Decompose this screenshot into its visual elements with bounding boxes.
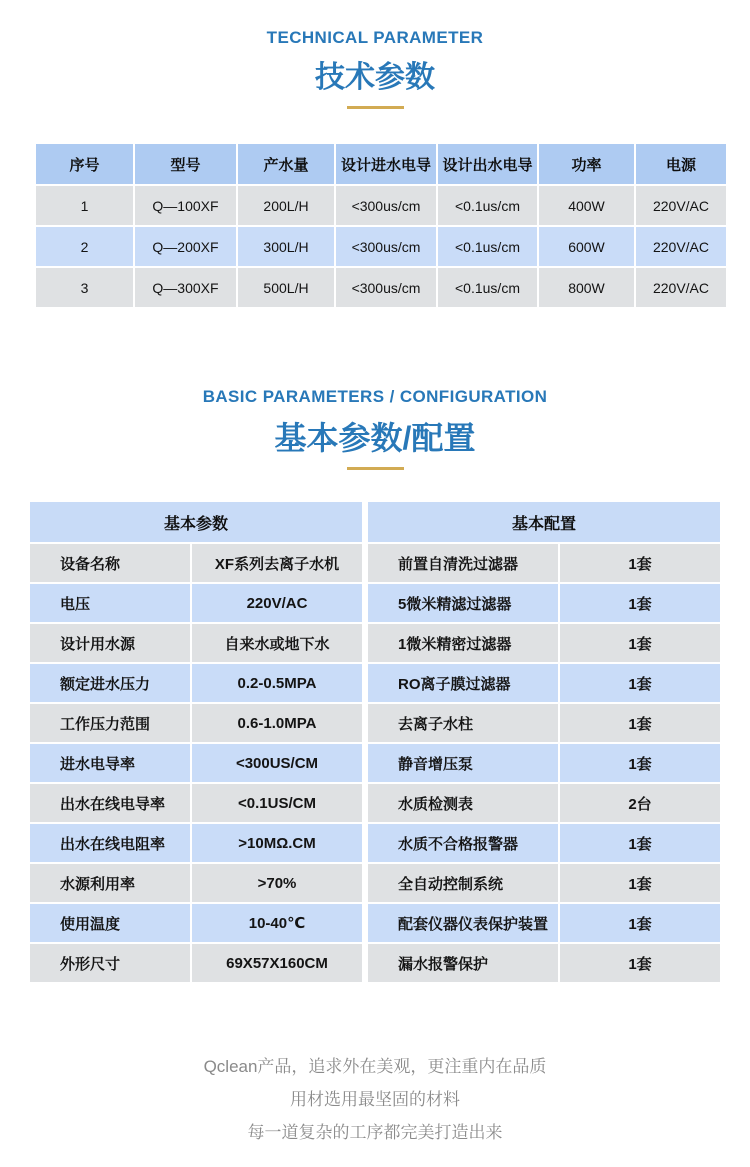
footer-slogan bbox=[0, 1050, 750, 1149]
table-cell: Q—300XF bbox=[135, 268, 236, 307]
param-value: 10-40℃ bbox=[192, 904, 362, 942]
column-header: 设计出水电导 bbox=[438, 144, 537, 184]
basic-title-zh: 基本参数/配置 bbox=[274, 420, 476, 456]
config-qty: 1套 bbox=[560, 624, 720, 662]
config-item: 去离子水柱 bbox=[368, 704, 558, 742]
config-item: 5微米精滤过滤器 bbox=[368, 584, 558, 622]
table-cell: 800W bbox=[539, 268, 634, 307]
column-header: 产水量 bbox=[238, 144, 334, 184]
gold-divider bbox=[347, 467, 404, 470]
config-qty: 1套 bbox=[560, 664, 720, 702]
config-item: 配套仪器仪表保护装置 bbox=[368, 904, 558, 942]
config-qty: 2台 bbox=[560, 784, 720, 822]
table-cell: 500L/H bbox=[238, 268, 334, 307]
param-value: 0.6-1.0MPA bbox=[192, 704, 362, 742]
param-label: 额定进水压力 bbox=[30, 664, 190, 702]
param-value: >10MΩ.CM bbox=[192, 824, 362, 862]
config-item: 漏水报警保护 bbox=[368, 944, 558, 982]
basic-section-header bbox=[0, 387, 750, 470]
basic-configuration-table bbox=[368, 502, 720, 982]
param-label: 工作压力范围 bbox=[30, 704, 190, 742]
column-header: 电源 bbox=[636, 144, 726, 184]
config-item: 水质不合格报警器 bbox=[368, 824, 558, 862]
gold-divider bbox=[347, 106, 404, 109]
footer-line: 每一道复杂的工序都完美打造出来 bbox=[247, 1123, 503, 1142]
table-cell: 400W bbox=[539, 186, 634, 225]
config-qty: 1套 bbox=[560, 944, 720, 982]
table-cell: Q—200XF bbox=[135, 227, 236, 266]
footer-line: Qclean产品，追求外在美观，更注重内在品质 bbox=[203, 1057, 547, 1076]
config-item: RO离子膜过滤器 bbox=[368, 664, 558, 702]
table-cell: <300us/cm bbox=[336, 227, 436, 266]
column-header: 型号 bbox=[135, 144, 236, 184]
param-value: 69X57X160CM bbox=[192, 944, 362, 982]
config-qty: 1套 bbox=[560, 824, 720, 862]
param-value: 220V/AC bbox=[192, 584, 362, 622]
config-qty: 1套 bbox=[560, 704, 720, 742]
param-value: <0.1US/CM bbox=[192, 784, 362, 822]
basic-title-en: BASIC PARAMETERS / CONFIGURATION bbox=[202, 387, 548, 406]
config-qty: 1套 bbox=[560, 744, 720, 782]
table-cell: 3 bbox=[36, 268, 133, 307]
table-cell: 600W bbox=[539, 227, 634, 266]
param-label: 进水电导率 bbox=[30, 744, 190, 782]
table-cell: 220V/AC bbox=[636, 227, 726, 266]
table-cell: <300us/cm bbox=[336, 186, 436, 225]
config-qty: 1套 bbox=[560, 864, 720, 902]
column-header: 设计进水电导 bbox=[336, 144, 436, 184]
config-item: 全自动控制系统 bbox=[368, 864, 558, 902]
table-cell: Q—100XF bbox=[135, 186, 236, 225]
table-cell: <0.1us/cm bbox=[438, 186, 537, 225]
param-label: 外形尺寸 bbox=[30, 944, 190, 982]
table-header: 基本配置 bbox=[368, 502, 720, 542]
param-value: XF系列去离子水机 bbox=[192, 544, 362, 582]
param-label: 出水在线电阻率 bbox=[30, 824, 190, 862]
tech-parameter-table bbox=[36, 144, 714, 307]
config-item: 静音增压泵 bbox=[368, 744, 558, 782]
param-label: 设计用水源 bbox=[30, 624, 190, 662]
tech-title-zh: 技术参数 bbox=[315, 61, 435, 94]
param-label: 出水在线电导率 bbox=[30, 784, 190, 822]
basic-parameters-table bbox=[30, 502, 362, 982]
table-cell: 220V/AC bbox=[636, 268, 726, 307]
param-value: >70% bbox=[192, 864, 362, 902]
param-value: 0.2-0.5MPA bbox=[192, 664, 362, 702]
table-cell: 300L/H bbox=[238, 227, 334, 266]
config-qty: 1套 bbox=[560, 584, 720, 622]
footer-line: 用材选用最坚固的材料 bbox=[290, 1090, 460, 1109]
config-item: 水质检测表 bbox=[368, 784, 558, 822]
config-item: 前置自清洗过滤器 bbox=[368, 544, 558, 582]
table-cell: 220V/AC bbox=[636, 186, 726, 225]
table-cell: 2 bbox=[36, 227, 133, 266]
table-cell: <300us/cm bbox=[336, 268, 436, 307]
config-qty: 1套 bbox=[560, 904, 720, 942]
table-cell: <0.1us/cm bbox=[438, 268, 537, 307]
tech-section-header bbox=[0, 0, 750, 109]
config-item: 1微米精密过滤器 bbox=[368, 624, 558, 662]
param-value: 自来水或地下水 bbox=[192, 624, 362, 662]
column-header: 功率 bbox=[539, 144, 634, 184]
basic-tables bbox=[30, 502, 720, 982]
param-value: <300US/CM bbox=[192, 744, 362, 782]
tech-title-en: TECHNICAL PARAMETER bbox=[266, 28, 484, 47]
param-label: 使用温度 bbox=[30, 904, 190, 942]
table-cell: <0.1us/cm bbox=[438, 227, 537, 266]
config-qty: 1套 bbox=[560, 544, 720, 582]
param-label: 水源利用率 bbox=[30, 864, 190, 902]
table-cell: 1 bbox=[36, 186, 133, 225]
table-header: 基本参数 bbox=[30, 502, 362, 542]
column-header: 序号 bbox=[36, 144, 133, 184]
table-cell: 200L/H bbox=[238, 186, 334, 225]
param-label: 电压 bbox=[30, 584, 190, 622]
param-label: 设备名称 bbox=[30, 544, 190, 582]
